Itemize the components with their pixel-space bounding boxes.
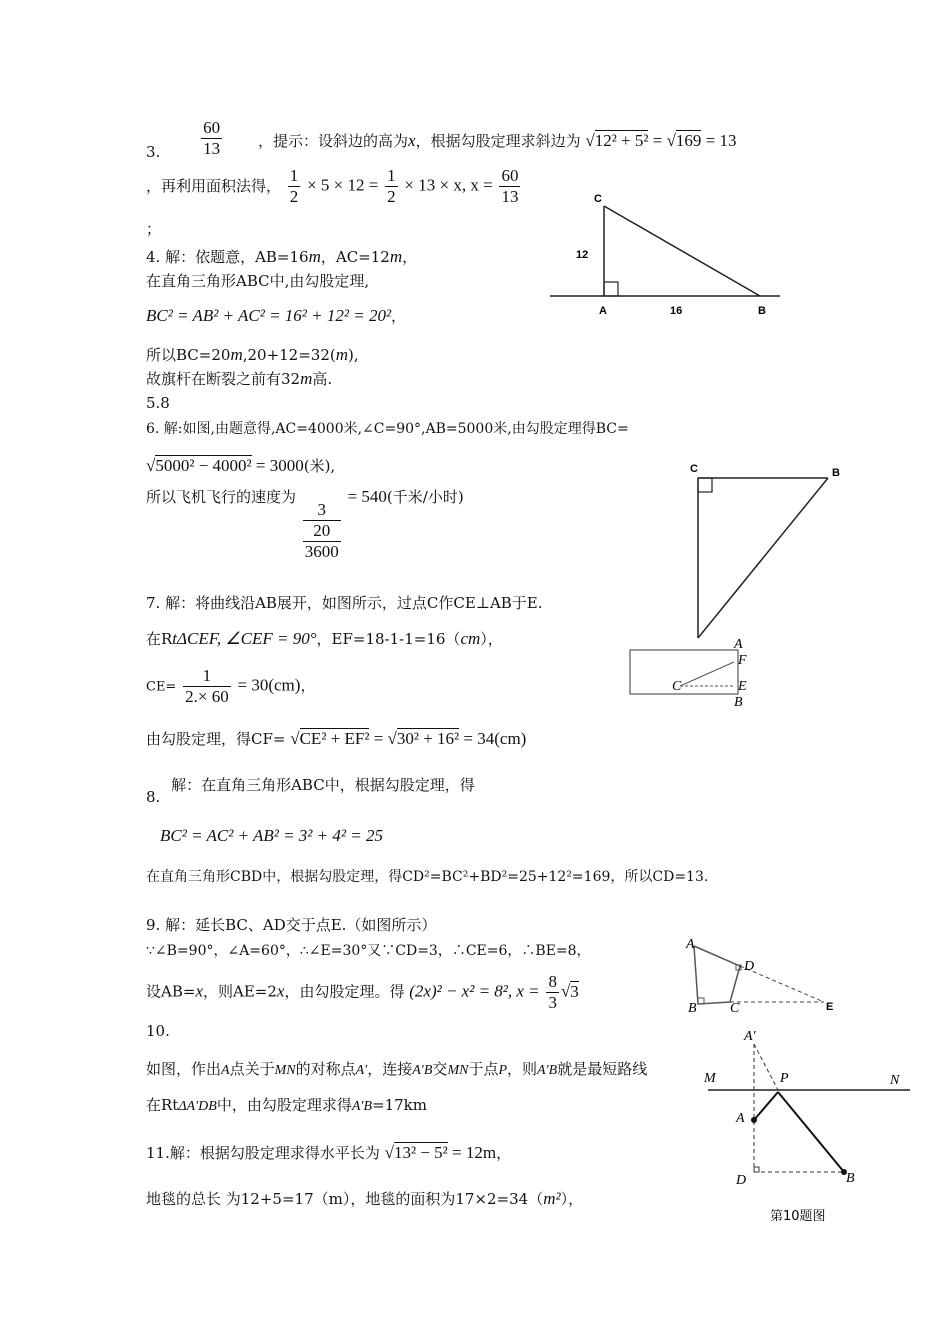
p11-line1: 11.解：根据勾股定理求得水平长为 √13² − 5² = 12m， xyxy=(146,1143,512,1162)
p11-line2: 地毯的总长 为12+5=17（m），地毯的面积为17×2=34（m²）， xyxy=(146,1189,584,1208)
p3-answer-fraction: $\frac{60}{13}$ xyxy=(203,118,221,158)
p7-line2: 在RtΔCEF, ∠CEF = 90°，EF=18-1-1=16（cm）， xyxy=(146,629,503,648)
fig4-label-a: A xyxy=(599,305,607,317)
p8-line3: 在直角三角形CBD中，根据勾股定理，得CD²=BC²+BD²=25+12²=169，所以CD=13. xyxy=(146,869,709,885)
fig4-label-b: B xyxy=(758,305,766,317)
fig4-label-ac: 12 xyxy=(576,249,589,261)
fig6-label-c: C xyxy=(690,463,698,475)
p6-line1: 6. 解:如图,由题意得,AC=4000米,∠C=90°,AB=5000米,由勾股定理得BC= xyxy=(146,421,629,437)
p10-line2: 在RtΔA′DB中，由勾股定理求得A′B=17km xyxy=(146,1096,427,1114)
fig10-label-p: P xyxy=(780,1071,789,1086)
p3-sqrt2: 169 xyxy=(675,131,702,150)
fig6-label-b: B xyxy=(832,467,840,479)
figure-shortest-path xyxy=(700,1030,916,1230)
p8-equation: BC² = AC² + AB² = 3² + 4² = 25 xyxy=(160,826,383,845)
fig9-label-c: C xyxy=(730,1001,740,1016)
p7-line4: 由勾股定理，得CF= √CE² + EF² = √30² + 16² = 34(cm) xyxy=(146,729,527,748)
figure-unfolded-cylinder xyxy=(626,637,756,710)
p3-line1 xyxy=(146,118,224,159)
fig9-label-a: A xyxy=(686,937,695,952)
fig7-label-b: B xyxy=(734,695,743,710)
fig10-label-b: B xyxy=(846,1171,855,1186)
fig7-label-a: A xyxy=(734,637,743,652)
p3-number: 3. xyxy=(146,142,161,161)
fig9-label-e: E xyxy=(826,1001,834,1013)
fig10-label-a: A xyxy=(736,1111,745,1126)
figure-airplane xyxy=(682,460,852,645)
fig9-label-d: D xyxy=(744,959,755,974)
figure-flagpole xyxy=(548,190,788,320)
fig4-label-ab: 16 xyxy=(670,305,683,317)
p7-line1: 7. 解：将曲线沿AB展开，如图所示，过点C作CE⊥AB于E. xyxy=(146,594,543,612)
p4-line4: 所以BC=20m,20+12=32(m), xyxy=(146,345,359,364)
p10-number: 10. xyxy=(146,1022,170,1040)
fig10-label-d: D xyxy=(736,1173,747,1188)
p9-line2: ∵∠B=90°，∠A=60°，∴∠E=30°又∵CD=3，∴CE=6，∴BE=8， xyxy=(146,943,591,959)
p7-ce-line: CE= $\frac{1}{2.\times 60}$ = 30(cm)， xyxy=(146,666,316,706)
p4-equation: BC² = AB² + AC² = 16² + 12² = 20²， xyxy=(146,306,407,325)
fig9-label-b: B xyxy=(688,1001,697,1016)
p4-line2: 在直角三角形ABC中,由勾股定理, xyxy=(146,272,370,290)
figure-quadrilateral xyxy=(684,938,840,1014)
fig7-label-c: C xyxy=(672,679,682,694)
fig7-label-f: F xyxy=(738,653,747,668)
p3-sqrt-expr: 12² + 5² xyxy=(594,131,649,150)
fig10-caption: 第10题图 xyxy=(770,1209,826,1224)
p9-line3: 设AB=x，则AE=2x，由勾股定理。得 (2x)² − x² = 8², x = $\frac{8}{3}$ √3 xyxy=(146,972,579,1012)
fig10-label-a-prime: A′ xyxy=(744,1029,756,1044)
p5-answer: 5.8 xyxy=(146,394,170,412)
p3-semicolon: ； xyxy=(146,220,162,238)
fig4-label-c: C xyxy=(594,193,602,205)
fig10-label-m: M xyxy=(704,1071,716,1086)
p4-line5: 故旗杆在断裂之前有32m高. xyxy=(146,369,333,388)
p3-hint: ，提示：设斜边的高为x，根据勾股定理求斜边为 √12² + 5² = √169 = 13 xyxy=(258,131,737,150)
p10-line1: 如图，作出A点关于MN的对称点A′，连接A′B交MN于点P，则A′B就是最短路线 xyxy=(146,1060,648,1078)
p4-line1: 4. 解：依题意，AB=16m，AC=12m， xyxy=(146,247,418,266)
fig10-label-n: N xyxy=(890,1073,900,1088)
p9-line1: 9. 解：延长BC、AD交于点E.（如图所示） xyxy=(146,916,437,934)
p8-line1: 8. 解：在直角三角形ABC中，根据勾股定理，得 xyxy=(146,776,475,806)
fig7-label-e: E xyxy=(738,679,747,694)
p6-sqrt-line: √5000² − 4000² = 3000(米), xyxy=(146,456,336,475)
p6-speed-line: 所以飞机飞行的速度为 3 20 3600 = 540(千米/小时) xyxy=(146,487,464,561)
p3-line2: ，再利用面积法得， $\frac{1}{2}$ × 5 × 12 = $\frac{1}{2}$ × 13 × x, x = $\frac{60}{13}$ xyxy=(146,166,519,206)
